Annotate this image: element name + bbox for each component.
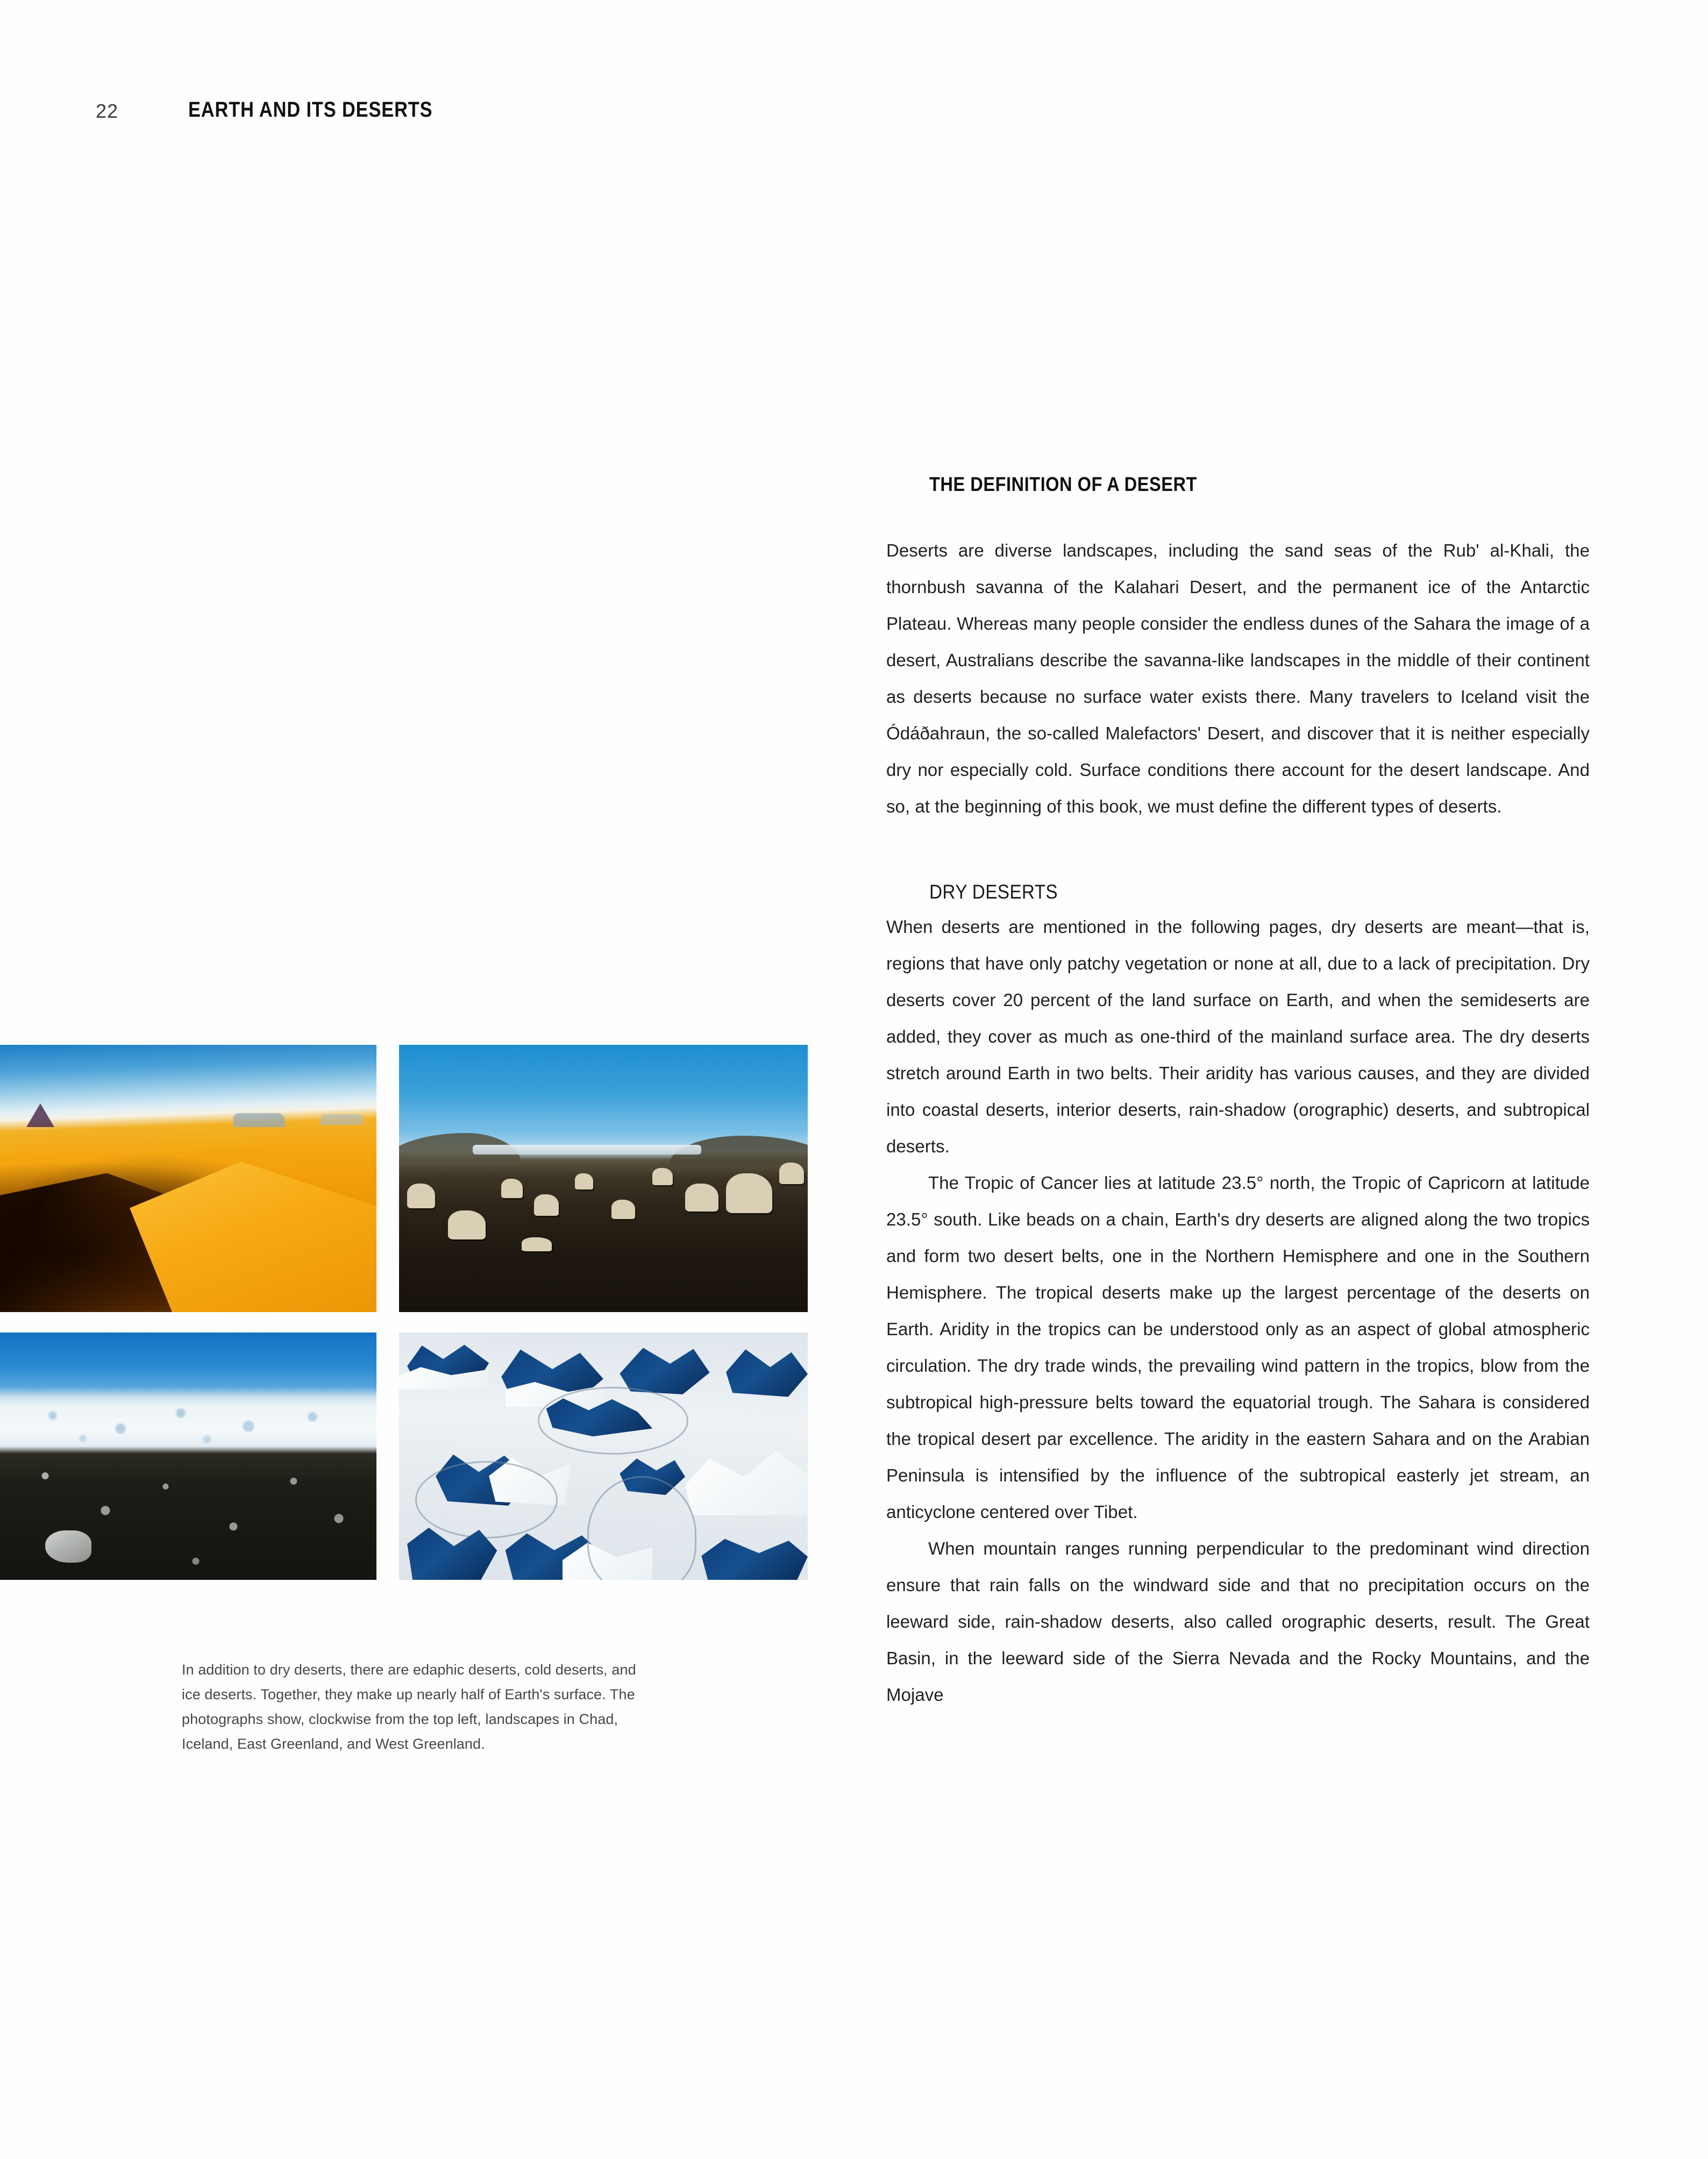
chapter-title: EARTH AND ITS DESERTS [188,98,433,122]
iceland-rock [652,1168,673,1185]
iceland-rock [448,1210,486,1239]
photo-west-greenland [0,1333,376,1580]
iceland-rock [407,1184,435,1208]
glacier-flowline [415,1461,557,1538]
dry-deserts-paragraph-2: The Tropic of Cancer lies at latitude 23.5° north, the Tropic of Capricorn at latitude 23.5° south. Like beads on a chain, Earth's dry deserts are aligned along the two tropics and form two desert belts, one in the Northern Hemisphere and one in the Southern Hemisphere. The tropical deserts make up the largest percentage of the deserts on Earth. Aridity in the tropics can be understood only as an aspect of global atmospheric circulation. The dry trade winds, the prevailing wind pattern in the tropics, blow from the subtropical high-pressure belts toward the equatorial trough. The Sahara is considered the tropical desert par excellence. The aridity in the eastern Sahara and on the Arabian Peninsula is intensified by the influence of the subtropical easterly jet stream, an anticyclone centered over Tibet. [886,1173,1590,1522]
section-heading: THE DEFINITION OF A DESERT [929,473,1197,495]
dry-deserts-paragraph-1: When deserts are mentioned in the following pages, dry deserts are meant—that is, regions that have only patchy vegetation or none at all, due to a lack of precipitation. Dry deserts cover 20 percent of the land surface on Earth, and when the semideserts are added, they cover as much as one-third of the mainland surface area. The dry deserts stretch around Earth in two belts. Their aridity has various causes, and they are divided into coastal deserts, interior deserts, rain-shadow (orographic) deserts, and subtropical deserts. [886,917,1590,1156]
iceland-rock [611,1200,635,1219]
iceland-snow-band [473,1145,702,1154]
iceland-rock [575,1173,593,1189]
text-column [886,473,1590,1713]
iceland-rock [534,1194,559,1216]
dry-deserts-paragraph-3: When mountain ranges running perpendicular to the predominant wind direction ensure that rain falls on the windward side and that no precipitation occurs on the leeward side, rain-shadow deserts, also called orographic deserts, result. The Great Basin, in the leeward side of the Sierra Nevada and the Rocky Mountains, and the Mojave [886,1538,1590,1705]
iceland-rock [779,1163,804,1184]
iceland-rock [685,1184,718,1212]
figure-photo-grid [0,1045,808,1580]
chad-mesa-shape [233,1113,285,1127]
photo-chad-image [0,1045,376,1312]
chad-peak-shape [26,1103,54,1127]
nunatak-ridge [620,1345,709,1394]
glacier-texture [0,1392,376,1451]
chad-mesa-shape [320,1114,363,1125]
photo-east-greenland-image [399,1333,808,1580]
intro-paragraph: Deserts are diverse landscapes, including the sand seas of the Rub' al-Khali, the thornbush savanna of the Kalahari Desert, and the permanent ice of the Antarctic Plateau. Whereas many people consider the endless dunes of the Sahara the image of a desert, Australians describe the savanna-like landscapes in the middle of their continent as deserts because no surface water exists there. Many travelers to Iceland visit the Ódáðahraun, the so-called Malefactors' Desert, and discover that it is neither especially dry nor especially cold. Surface conditions there account for the desert landscape. And so, at the beginning of this book, we must define the different types of deserts. [886,540,1590,816]
page-number: 22 [96,100,119,122]
section-spacer [886,825,1590,881]
photo-iceland [399,1045,808,1312]
nunatak-ridge [701,1535,808,1580]
figure-caption: In addition to dry deserts, there are edaphic deserts, cold deserts, and ice deserts. Together, they make up nearly half of Earth's surface. The photographs show, clockwise from the top left, landscapes in Chad, Iceland, East Greenland, and West Greenland. [182,1662,636,1752]
glacier-flowline [538,1387,688,1455]
photo-east-greenland [399,1333,808,1580]
photo-iceland-image [399,1045,808,1312]
iceland-rock [522,1237,552,1251]
nunatak-ridge [726,1348,808,1397]
photo-chad [0,1045,376,1312]
photo-west-greenland-image [0,1333,376,1580]
subsection-heading: DRY DESERTS [929,881,1058,903]
iceland-rock [726,1173,772,1213]
boulder-shape [45,1530,91,1563]
glacier-flowline [587,1476,697,1580]
snow-ridge [685,1447,808,1516]
running-head [0,98,1708,130]
iceland-rock [501,1179,523,1198]
